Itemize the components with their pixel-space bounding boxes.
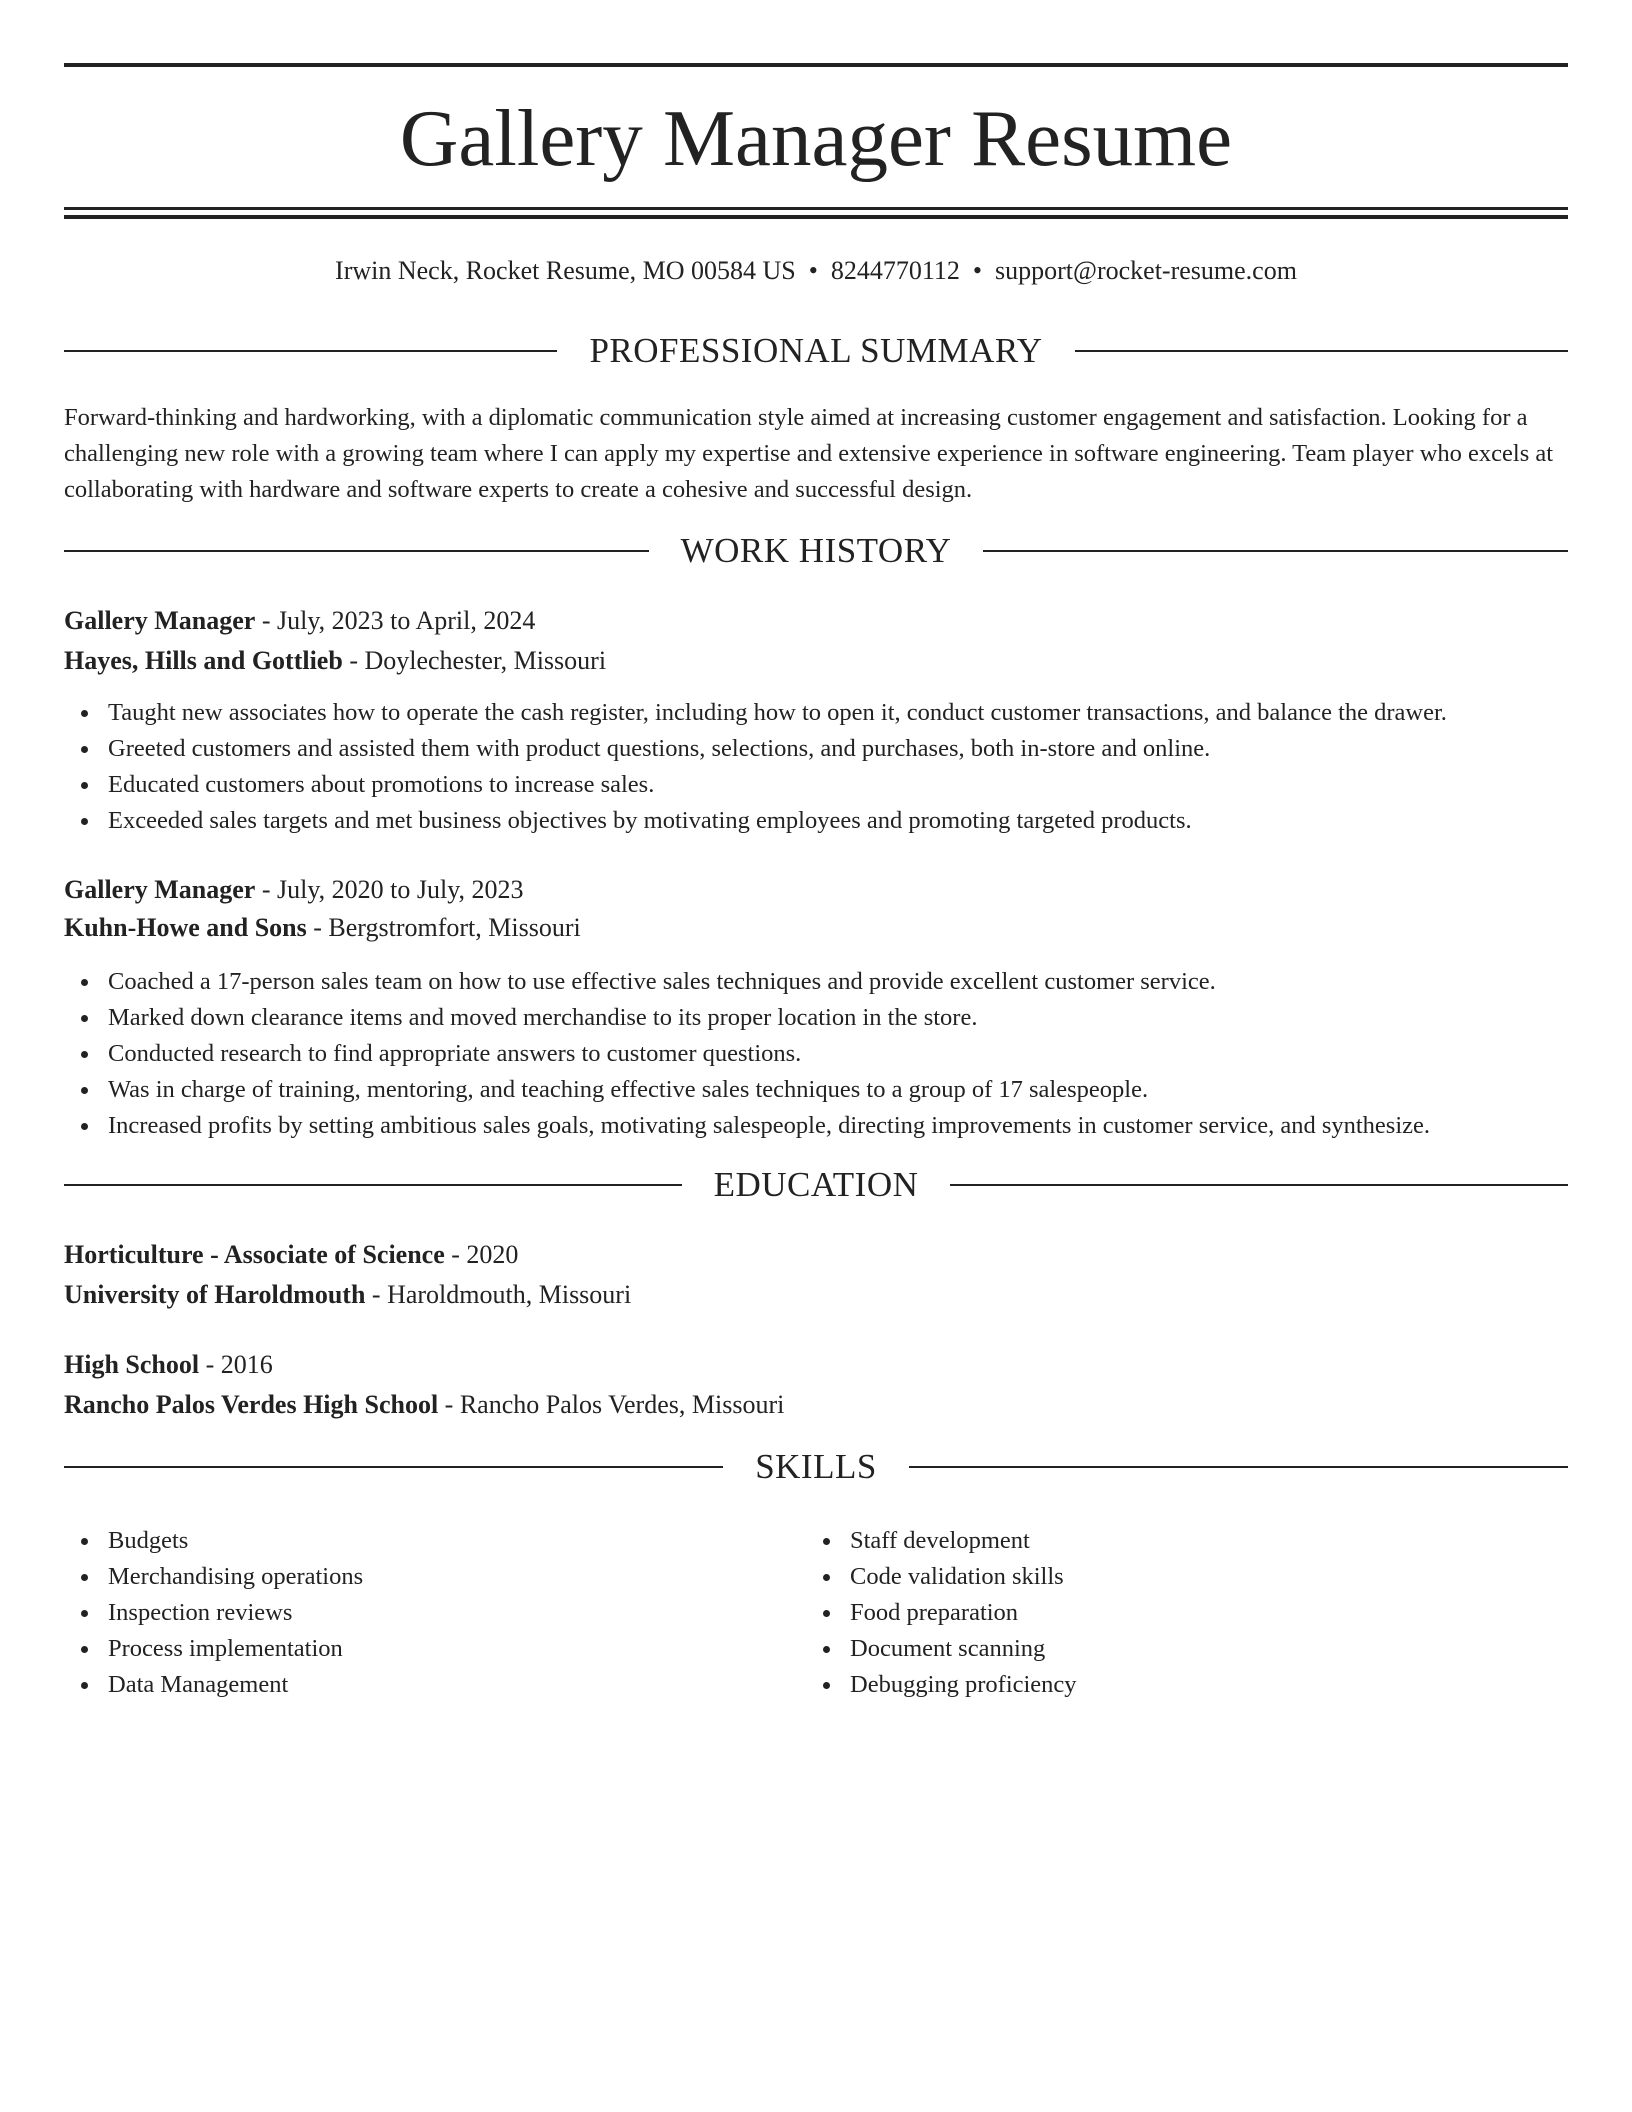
contact-line	[64, 253, 1568, 289]
education-school: University of Haroldmouth	[64, 1280, 366, 1309]
education-year: - 2016	[199, 1350, 273, 1379]
list-item: Greeted customers and assisted them with product questions, selections, and purchases, both in-store and online.	[64, 731, 1568, 767]
contact-separator: •	[808, 256, 818, 285]
section-title: SKILLS	[755, 1447, 877, 1486]
education-school: Rancho Palos Verdes High School	[64, 1390, 439, 1419]
education-degree-line	[64, 1237, 518, 1273]
section-title: EDUCATION	[713, 1165, 919, 1204]
skill-item: Inspection reviews	[64, 1595, 764, 1631]
skill-item: Data Management	[64, 1667, 764, 1703]
education-year: - 2020	[444, 1240, 519, 1269]
header-bottom-rule-thin	[64, 207, 1568, 210]
heading-rule-left	[64, 350, 557, 352]
section-title: PROFESSIONAL SUMMARY	[589, 331, 1043, 370]
skill-item: Debugging proficiency	[806, 1667, 1506, 1703]
job-title-line	[64, 872, 524, 908]
heading-rule-right	[909, 1466, 1568, 1468]
education-location: - Rancho Palos Verdes, Missouri	[438, 1390, 785, 1419]
list-item: Conducted research to find appropriate answers to customer questions.	[64, 1036, 1568, 1072]
list-item: Coached a 17-person sales team on how to use effective sales techniques and provide excellent customer service.	[64, 964, 1568, 1000]
section-heading-summary	[64, 329, 1568, 373]
list-item: Marked down clearance items and moved merchandise to its proper location in the store.	[64, 1000, 1568, 1036]
job-duties-list	[64, 964, 1568, 1144]
heading-rule-left	[64, 1466, 723, 1468]
skill-item: Document scanning	[806, 1631, 1506, 1667]
job-role: Gallery Manager	[64, 875, 256, 904]
page-title: Gallery Manager Resume	[399, 93, 1233, 183]
skill-item: Merchandising operations	[64, 1559, 764, 1595]
education-school-line	[64, 1387, 784, 1423]
heading-rule-right	[983, 550, 1568, 552]
list-item: Educated customers about promotions to increase sales.	[64, 767, 1568, 803]
job-dates: - July, 2020 to July, 2023	[255, 875, 524, 904]
contact-phone: 8244770112	[830, 256, 960, 285]
section-title: WORK HISTORY	[680, 531, 952, 570]
skill-item: Food preparation	[806, 1595, 1506, 1631]
job-location: - Bergstromfort, Missouri	[306, 913, 581, 942]
heading-rule-right	[1075, 350, 1568, 352]
skill-item: Staff development	[806, 1523, 1506, 1559]
contact-address: Irwin Neck, Rocket Resume, MO 00584 US	[335, 256, 796, 285]
job-employer-line	[64, 910, 581, 946]
skills-list-right	[806, 1523, 1506, 1703]
section-heading-education	[64, 1163, 1568, 1207]
job-company: Kuhn-Howe and Sons	[64, 913, 307, 942]
summary-text: Forward-thinking and hardworking, with a diplomatic communication style aimed at increasing customer engagement and satisfaction. Looking for a challenging new role with a growing team where I can apply my expertise and extensive experience in software engineering. Team player who excels at collaborating with hardware and software experts to create a cohesive and successful design.	[64, 404, 1554, 503]
job-company: Hayes, Hills and Gottlieb	[64, 646, 343, 675]
education-school-line	[64, 1277, 631, 1313]
list-item: Was in charge of training, mentoring, and teaching effective sales techniques to a group of 17 salespeople.	[64, 1072, 1568, 1108]
heading-rule-left	[64, 1184, 682, 1186]
list-item: Exceeded sales targets and met business objectives by motivating employees and promoting targeted products.	[64, 803, 1568, 839]
education-degree-line	[64, 1347, 273, 1383]
job-duties-list	[64, 695, 1568, 839]
list-item: Increased profits by setting ambitious sales goals, motivating salespeople, directing improvements in customer service, and synthesize.	[64, 1108, 1568, 1144]
education-degree: High School	[64, 1350, 200, 1379]
job-role: Gallery Manager	[64, 606, 256, 635]
contact-separator: •	[972, 256, 983, 285]
skill-item: Budgets	[64, 1523, 764, 1559]
education-degree: Horticulture - Associate of Science	[64, 1240, 445, 1269]
header-bottom-rule-thick	[64, 215, 1568, 219]
contact-email: support@rocket-resume.com	[995, 256, 1297, 285]
education-location: - Haroldmouth, Missouri	[365, 1280, 632, 1309]
section-heading-skills	[64, 1445, 1568, 1489]
job-dates: - July, 2023 to April, 2024	[255, 606, 536, 635]
heading-rule-left	[64, 550, 649, 552]
section-heading-work	[64, 529, 1568, 573]
skill-item: Process implementation	[64, 1631, 764, 1667]
skill-item: Code validation skills	[806, 1559, 1506, 1595]
job-employer-line	[64, 643, 606, 679]
header-top-rule	[64, 63, 1568, 67]
job-title-line	[64, 603, 535, 639]
list-item: Taught new associates how to operate the cash register, including how to open it, conduct customer transactions, and balance the drawer.	[64, 695, 1568, 731]
skills-list-left	[64, 1523, 764, 1703]
job-location: - Doylechester, Missouri	[342, 646, 607, 675]
heading-rule-right	[950, 1184, 1568, 1186]
